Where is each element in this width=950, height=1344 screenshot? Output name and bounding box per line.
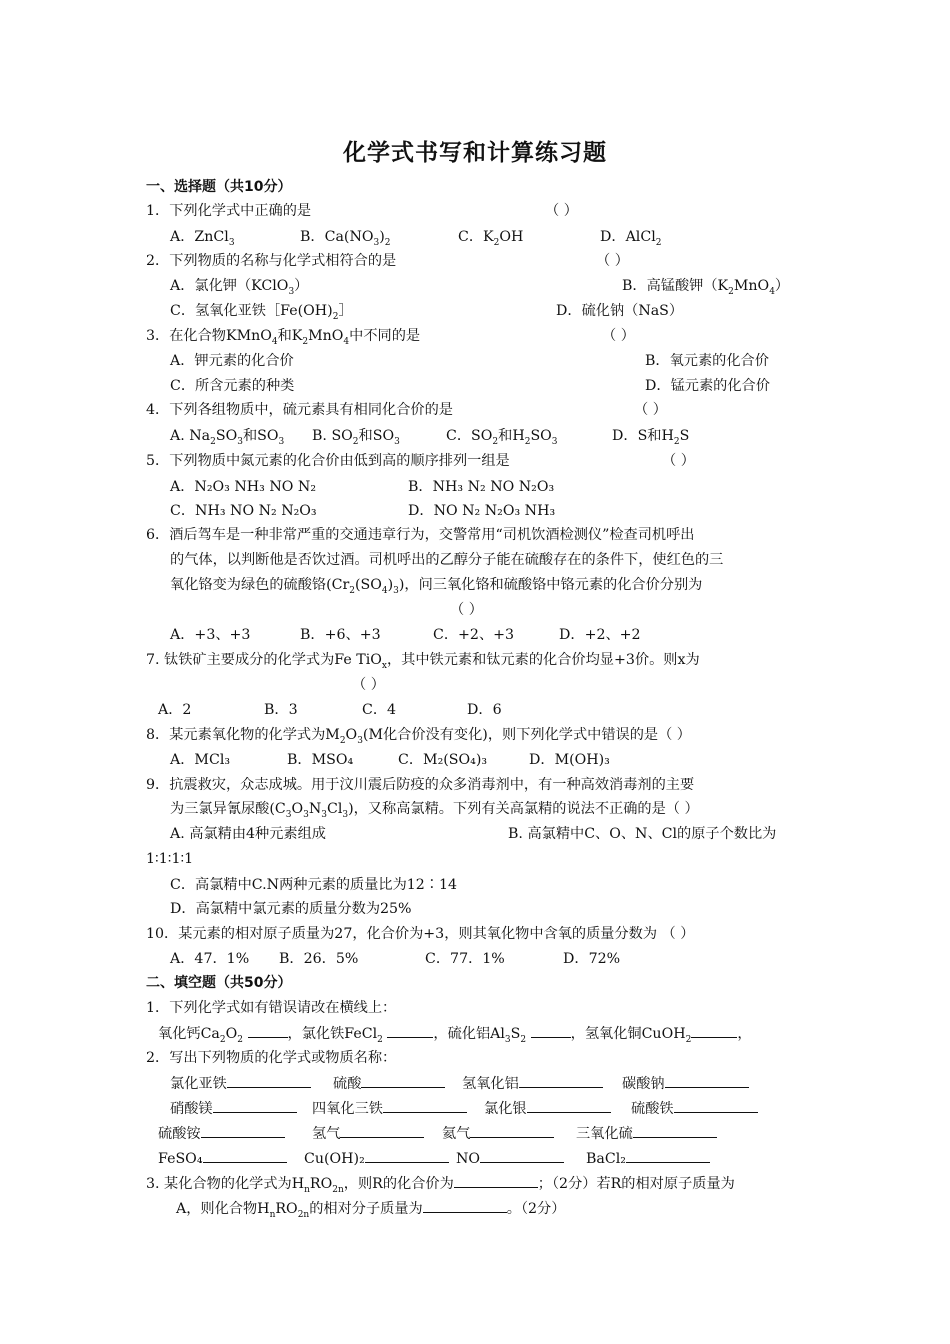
q9-option-d: D．高氯精中氯元素的质量分数为25% [170,901,412,917]
q5-option-a: A．N₂O₃ NH₃ NO N₂ [170,479,317,495]
q6-stem-line3: 氧化铬变为绿色的硫酸铬$(Cr_2(SO_4)_3)$，问三氧化铬和硫酸铬中铬元素的化合价分别为 [170,577,703,596]
q8-stem: 8．某元素氧化物的化学式为$M_2O_3(M$化合价没有变化)，则下列化学式中错误的是（ ） [146,727,691,746]
q1-answer-paren: （ ） [545,203,578,219]
q3-option-a: A．钾元素的化合价 [170,353,294,369]
answer-blank[interactable] [665,1074,749,1088]
q9-option-b: B. 高氯精中C、O、N、Cl的原子个数比为 [508,826,777,842]
q2-option-c: C．氢氧化亚铁$[Fe(OH)_2]$ [170,303,353,322]
q7-stem: 7. 钛铁矿主要成分的化学式为Fe TiO$_x$，其中铁元素和钛元素的化合价均显+3价。则x为 [146,652,700,671]
f2-row2-item: 氯化银 [484,1099,611,1118]
q2-answer-paren: （ ） [596,253,629,269]
q8-option-d: D．M(OH)₃ [529,752,610,768]
answer-blank[interactable] [387,1024,433,1038]
q5-option-c: C．NH₃ NO N₂ N₂O₃ [170,503,317,519]
q4-option-c: C．$SO_2$和$H_2SO_3$ [446,428,558,447]
section-heading-fill: 二、填空题（共50分） [146,975,292,991]
f3-line1: 3. 某化合物的化学式为$H_nRO_{2n}$，则R的化合价为 ；（2分）若R的相对原子质量为 [146,1176,735,1195]
q7-answer-paren: （ ） [352,677,385,693]
answer-blank[interactable] [423,1199,507,1213]
page-title: 化学式书写和计算练习题 [343,140,607,166]
f2-row4-item: BaCl₂ [586,1149,710,1168]
answer-blank[interactable] [248,1024,288,1038]
q5-stem: 5．下列物质中氮元素的化合价由低到高的顺序排列一组是 [146,453,510,469]
q1-option-b: B．$Ca(NO_3)_2$ [300,229,391,248]
q6-option-c: C．+2、+3 [433,627,515,643]
q10-stem: 10．某元素的相对原子质量为27，化合价为+3，则其氧化物中含氧的质量分数为 （ ） [146,926,695,942]
f2-row3-item: 三氧化硫 [576,1124,717,1143]
q7-option-a: A．2 [158,702,192,718]
q9-option-b-continued: 1∶1∶1∶1 [146,851,194,867]
answer-blank[interactable] [203,1149,287,1163]
answer-blank[interactable] [227,1074,311,1088]
q2-stem: 2．下列物质的名称与化学式相符合的是 [146,253,397,269]
q9-stem-line1: 9．抗震救灾，众志成城。用于汶川震后防疫的众多消毒剂中，有一种高效消毒剂的主要 [146,777,695,793]
f2-row2-item: 四氧化三铁 [312,1099,467,1118]
f3-line2: A，则化合物$H_nRO_{2n}$的相对分子质量为 。（2分） [176,1201,566,1220]
answer-blank[interactable] [480,1149,564,1163]
q8-option-c: C．M₂(SO₄)₃ [398,752,488,768]
f2-row4-item: FeSO₄ [158,1149,287,1168]
q5-option-d: D．NO N₂ N₂O₃ NH₃ [408,503,556,519]
q4-option-d: D．S和$H_2S$ [612,428,690,447]
q1-stem: 1．下列化学式中正确的是 [146,203,312,219]
f2-row1-item: 硫酸 [333,1074,445,1093]
q1-option-d: D．AlCl$_2$ [600,229,662,248]
f2-row1-item: 氯化亚铁 [170,1074,311,1093]
f2-row3-item: 硫酸铵 [158,1124,285,1143]
q1-option-c: C．$K_2OH$ [458,229,524,248]
f2-stem: 2．写出下列物质的化学式或物质名称： [146,1050,397,1066]
answer-blank[interactable] [633,1124,717,1138]
q8-option-b: B．MSO₄ [287,752,354,768]
f1-items: 氧化钙$Ca_2O_2$ ，氯化铁FeCl$_2$ ，硫化铝$Al_3S_2$ ，氢氧化铜CuOH$_2$ ， [158,1026,752,1045]
q10-option-c: C．77．1% [425,951,505,967]
q6-stem-line2: 的气体，以判断他是否饮过酒。司机呼出的乙醇分子能在硫酸存在的条件下，使红色的三 [170,552,724,568]
q6-stem-line1: 6．酒后驾车是一种非常严重的交通违章行为，交警常用“司机饮酒检测仪”检查司机呼出 [146,527,695,543]
q9-option-c: C．高氯精中C.N两种元素的质量比为12∶14 [170,877,458,893]
f2-row2-item: 硝酸镁 [170,1099,297,1118]
answer-blank[interactable] [674,1099,758,1113]
q5-option-b: B．NH₃ N₂ NO N₂O₃ [408,479,555,495]
q6-answer-paren: （ ） [450,602,483,618]
q9-option-a: A. 高氯精由4种元素组成 [170,826,326,842]
answer-blank[interactable] [340,1124,424,1138]
q3-answer-paren: （ ） [602,328,635,344]
f2-row4-item: Cu(OH)₂ [304,1149,449,1168]
answer-blank[interactable] [626,1149,710,1163]
f2-row3-item: 氦气 [442,1124,554,1143]
q5-answer-paren: （ ） [662,453,695,469]
answer-blank[interactable] [527,1099,611,1113]
q7-option-c: C．4 [362,702,397,718]
q6-option-b: B．+6、+3 [300,627,381,643]
f2-row1-item: 碳酸钠 [622,1074,749,1093]
q6-option-a: A．+3、+3 [170,627,251,643]
answer-blank[interactable] [201,1124,285,1138]
answer-blank[interactable] [470,1124,554,1138]
f2-row2-item: 硫酸铁 [631,1099,758,1118]
q2-option-d: D．硫化钠（NaS） [556,303,684,319]
q4-option-a: A. $Na_2SO_3$和$SO_3$ [170,428,285,447]
q2-option-b: B．高锰酸钾$(K_2MnO_4)$ [622,278,790,297]
answer-blank[interactable] [361,1074,445,1088]
f2-row1-item: 氢氧化铝 [462,1074,603,1093]
f1-stem: 1．下列化学式如有错误请改在横线上： [146,1000,397,1016]
q7-option-d: D．6 [467,702,502,718]
q9-stem-line2: 为三氯异氰尿酸$(C_3O_3N_3Cl_3)$，又称高氯精。下列有关高氯精的说法不正确的是（ ） [170,801,699,820]
q3-option-d: D．锰元素的化合价 [645,378,770,394]
answer-blank[interactable] [365,1149,449,1163]
answer-blank[interactable] [213,1099,297,1113]
q3-option-c: C．所含元素的种类 [170,378,295,394]
answer-blank[interactable] [691,1024,737,1038]
q3-stem: 3．在化合物KMnO$_4$和$K_2MnO_4$中不同的是 [146,328,421,347]
f2-row3-item: 氢气 [312,1124,424,1143]
f2-row4-item: NO [456,1149,564,1168]
answer-blank[interactable] [531,1024,571,1038]
q4-option-b: B. $SO_2$和$SO_3$ [312,428,400,447]
q6-option-d: D．+2、+2 [559,627,641,643]
answer-blank[interactable] [454,1174,538,1188]
q10-option-a: A．47．1% [170,951,250,967]
q1-option-a: A．ZnCl$_3$ [170,229,235,248]
q7-option-b: B．3 [264,702,298,718]
section-heading-choice: 一、选择题（共10分） [146,179,292,195]
q4-stem: 4．下列各组物质中，硫元素具有相同化合价的是 [146,402,453,418]
q10-option-d: D．72% [563,951,621,967]
q10-option-b: B．26．5% [279,951,359,967]
answer-blank[interactable] [383,1099,467,1113]
q2-option-a: A．氯化钾（KClO$_3$） [170,278,309,297]
q8-option-a: A．MCl₃ [170,752,231,768]
q3-option-b: B．氧元素的化合价 [645,353,769,369]
answer-blank[interactable] [519,1074,603,1088]
q4-answer-paren: （ ） [634,402,667,418]
